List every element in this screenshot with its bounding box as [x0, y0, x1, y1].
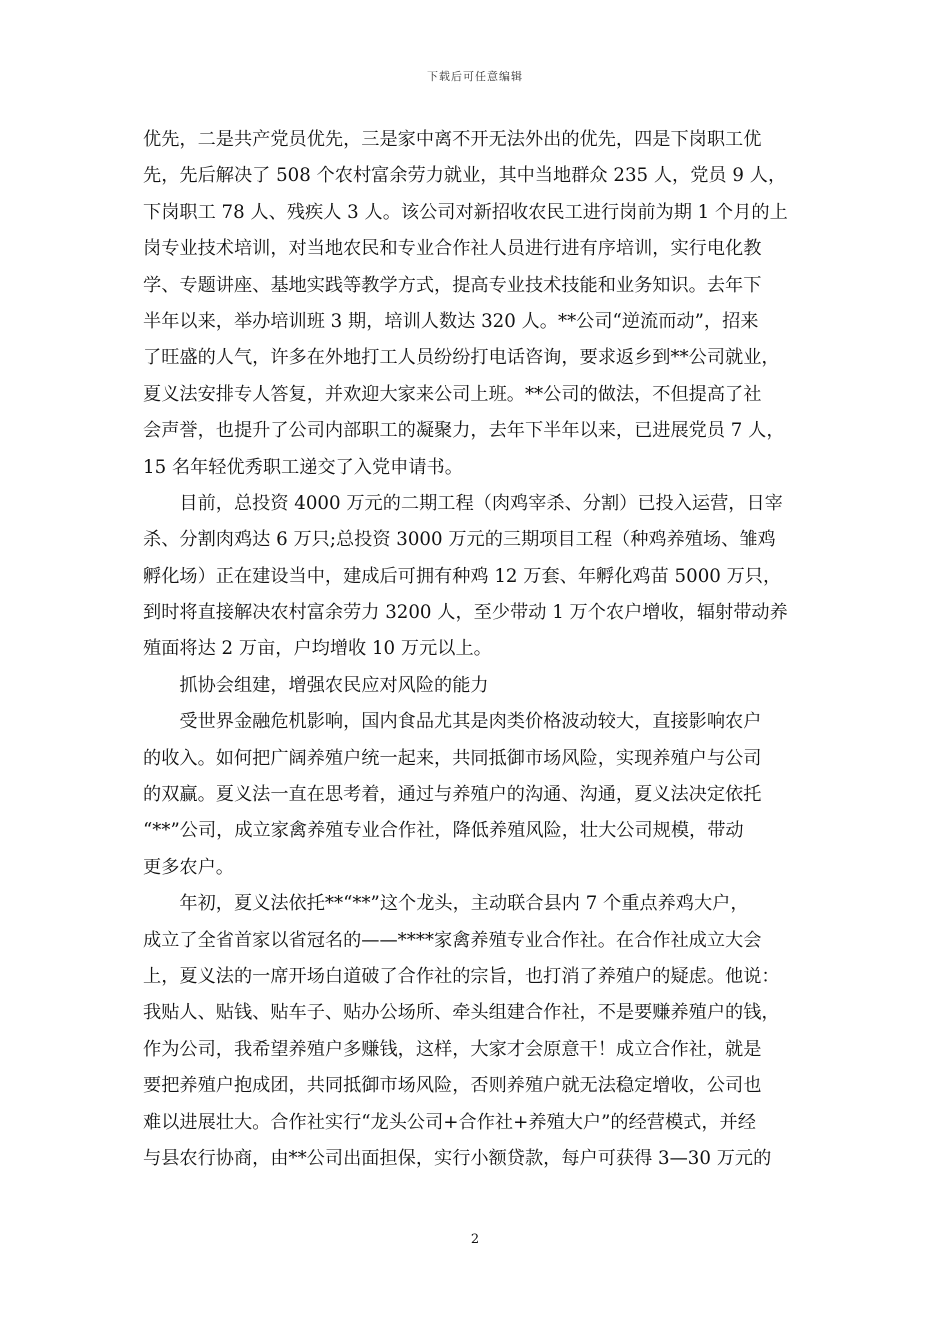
- text-line: 先，先后解决了 508 个农村富余劳力就业，其中当地群众 235 人，党员 9 人，: [143, 165, 787, 187]
- text-line: “**”公司，成立家禽养殖专业合作社，降低养殖风险，壮大公司规模，带动: [143, 820, 744, 842]
- text-line: 要把养殖户抱成团，共同抵御市场风险，否则养殖户就无法稳定增收，公司也: [143, 1075, 762, 1097]
- text-line: 的双赢。夏义法一直在思考着，通过与养殖户的沟通、沟通，夏义法决定依托: [143, 784, 762, 806]
- text-line: 目前，总投资 4000 万元的二期工程（肉鸡宰杀、分割）已投入运营，日宰: [143, 492, 783, 514]
- text-line: 了旺盛的人气，许多在外地打工人员纷纷打电话咨询，要求返乡到**公司就业，: [143, 347, 780, 369]
- section-heading: 抓协会组建，增强农民应对风险的能力: [143, 674, 489, 696]
- text-line: 15 名年轻优秀职工递交了入党申请书。: [143, 456, 463, 478]
- text-line: 上，夏义法的一席开场白道破了合作社的宗旨，也打消了养殖户的疑虑。他说：: [143, 965, 780, 987]
- text-line: 优先，二是共产党员优先，三是家中离不开无法外出的优先，四是下岗职工优: [143, 129, 762, 150]
- text-line: 难以进展壮大。合作社实行“龙头公司+合作社+养殖大户”的经营模式，并经: [143, 1111, 756, 1133]
- text-line: 我贴人、贴钱、贴车子、贴办公场所、牵头组建合作社，不是要赚养殖户的钱，: [143, 1002, 780, 1024]
- text-line: 到时将直接解决农村富余劳力 3200 人，至少带动 1 万个农户增收，辐射带动养: [143, 602, 788, 624]
- text-line: 作为公司，我希望养殖户多赚钱，这样，大家才会原意干！成立合作社，就是: [143, 1038, 762, 1060]
- text-line: 殖面将达 2 万亩，户均增收 10 万元以上。: [143, 638, 492, 660]
- text-line: 受世界金融危机影响，国内食品尤其是肉类价格波动较大，直接影响农户: [143, 711, 762, 733]
- text-line: 夏义法安排专人答复，并欢迎大家来公司上班。**公司的做法，不但提高了社: [143, 383, 762, 405]
- text-line: 半年以来，举办培训班 3 期，培训人数达 320 人。**公司“逆流而动”，招来: [143, 310, 759, 332]
- text-line: 与县农行协商，由**公司出面担保，实行小额贷款，每户可获得 3—30 万元的: [143, 1147, 772, 1169]
- page-number: 2: [470, 1232, 480, 1247]
- page-header: 下载后可任意编辑: [427, 70, 523, 83]
- text-line: 年初，夏义法依托**“**”这个龙头，主动联合县内 7 个重点养鸡大户，: [143, 893, 749, 915]
- text-line: 成立了全省首家以省冠名的——****家禽养殖专业合作社。在合作社成立大会: [143, 929, 762, 951]
- text-line: 孵化场）正在建设当中，建成后可拥有种鸡 12 万套、年孵化鸡苗 5000 万只，: [143, 565, 782, 587]
- text-line: 杀、分割肉鸡达 6 万只;总投资 3000 万元的三期项目工程（种鸡养殖场、雏鸡: [143, 529, 776, 551]
- text-line: 会声誉，也提升了公司内部职工的凝聚力，去年下半年以来，已进展党员 7 人，: [143, 420, 785, 442]
- text-line: 下岗职工 78 人、残疾人 3 人。该公司对新招收农民工进行岗前为期 1 个月的上: [143, 201, 788, 223]
- text-line: 更多农户。: [143, 856, 234, 878]
- text-line: 学、专题讲座、基地实践等教学方式，提高专业技术技能和业务知识。去年下: [143, 274, 762, 296]
- text-line: 岗专业技术培训，对当地农民和专业合作社人员进行进有序培训，实行电化教: [143, 238, 762, 260]
- text-line: 的收入。如何把广阔养殖户统一起来，共同抵御市场风险，实现养殖户与公司: [143, 747, 762, 769]
- document-body: [143, 122, 807, 1177]
